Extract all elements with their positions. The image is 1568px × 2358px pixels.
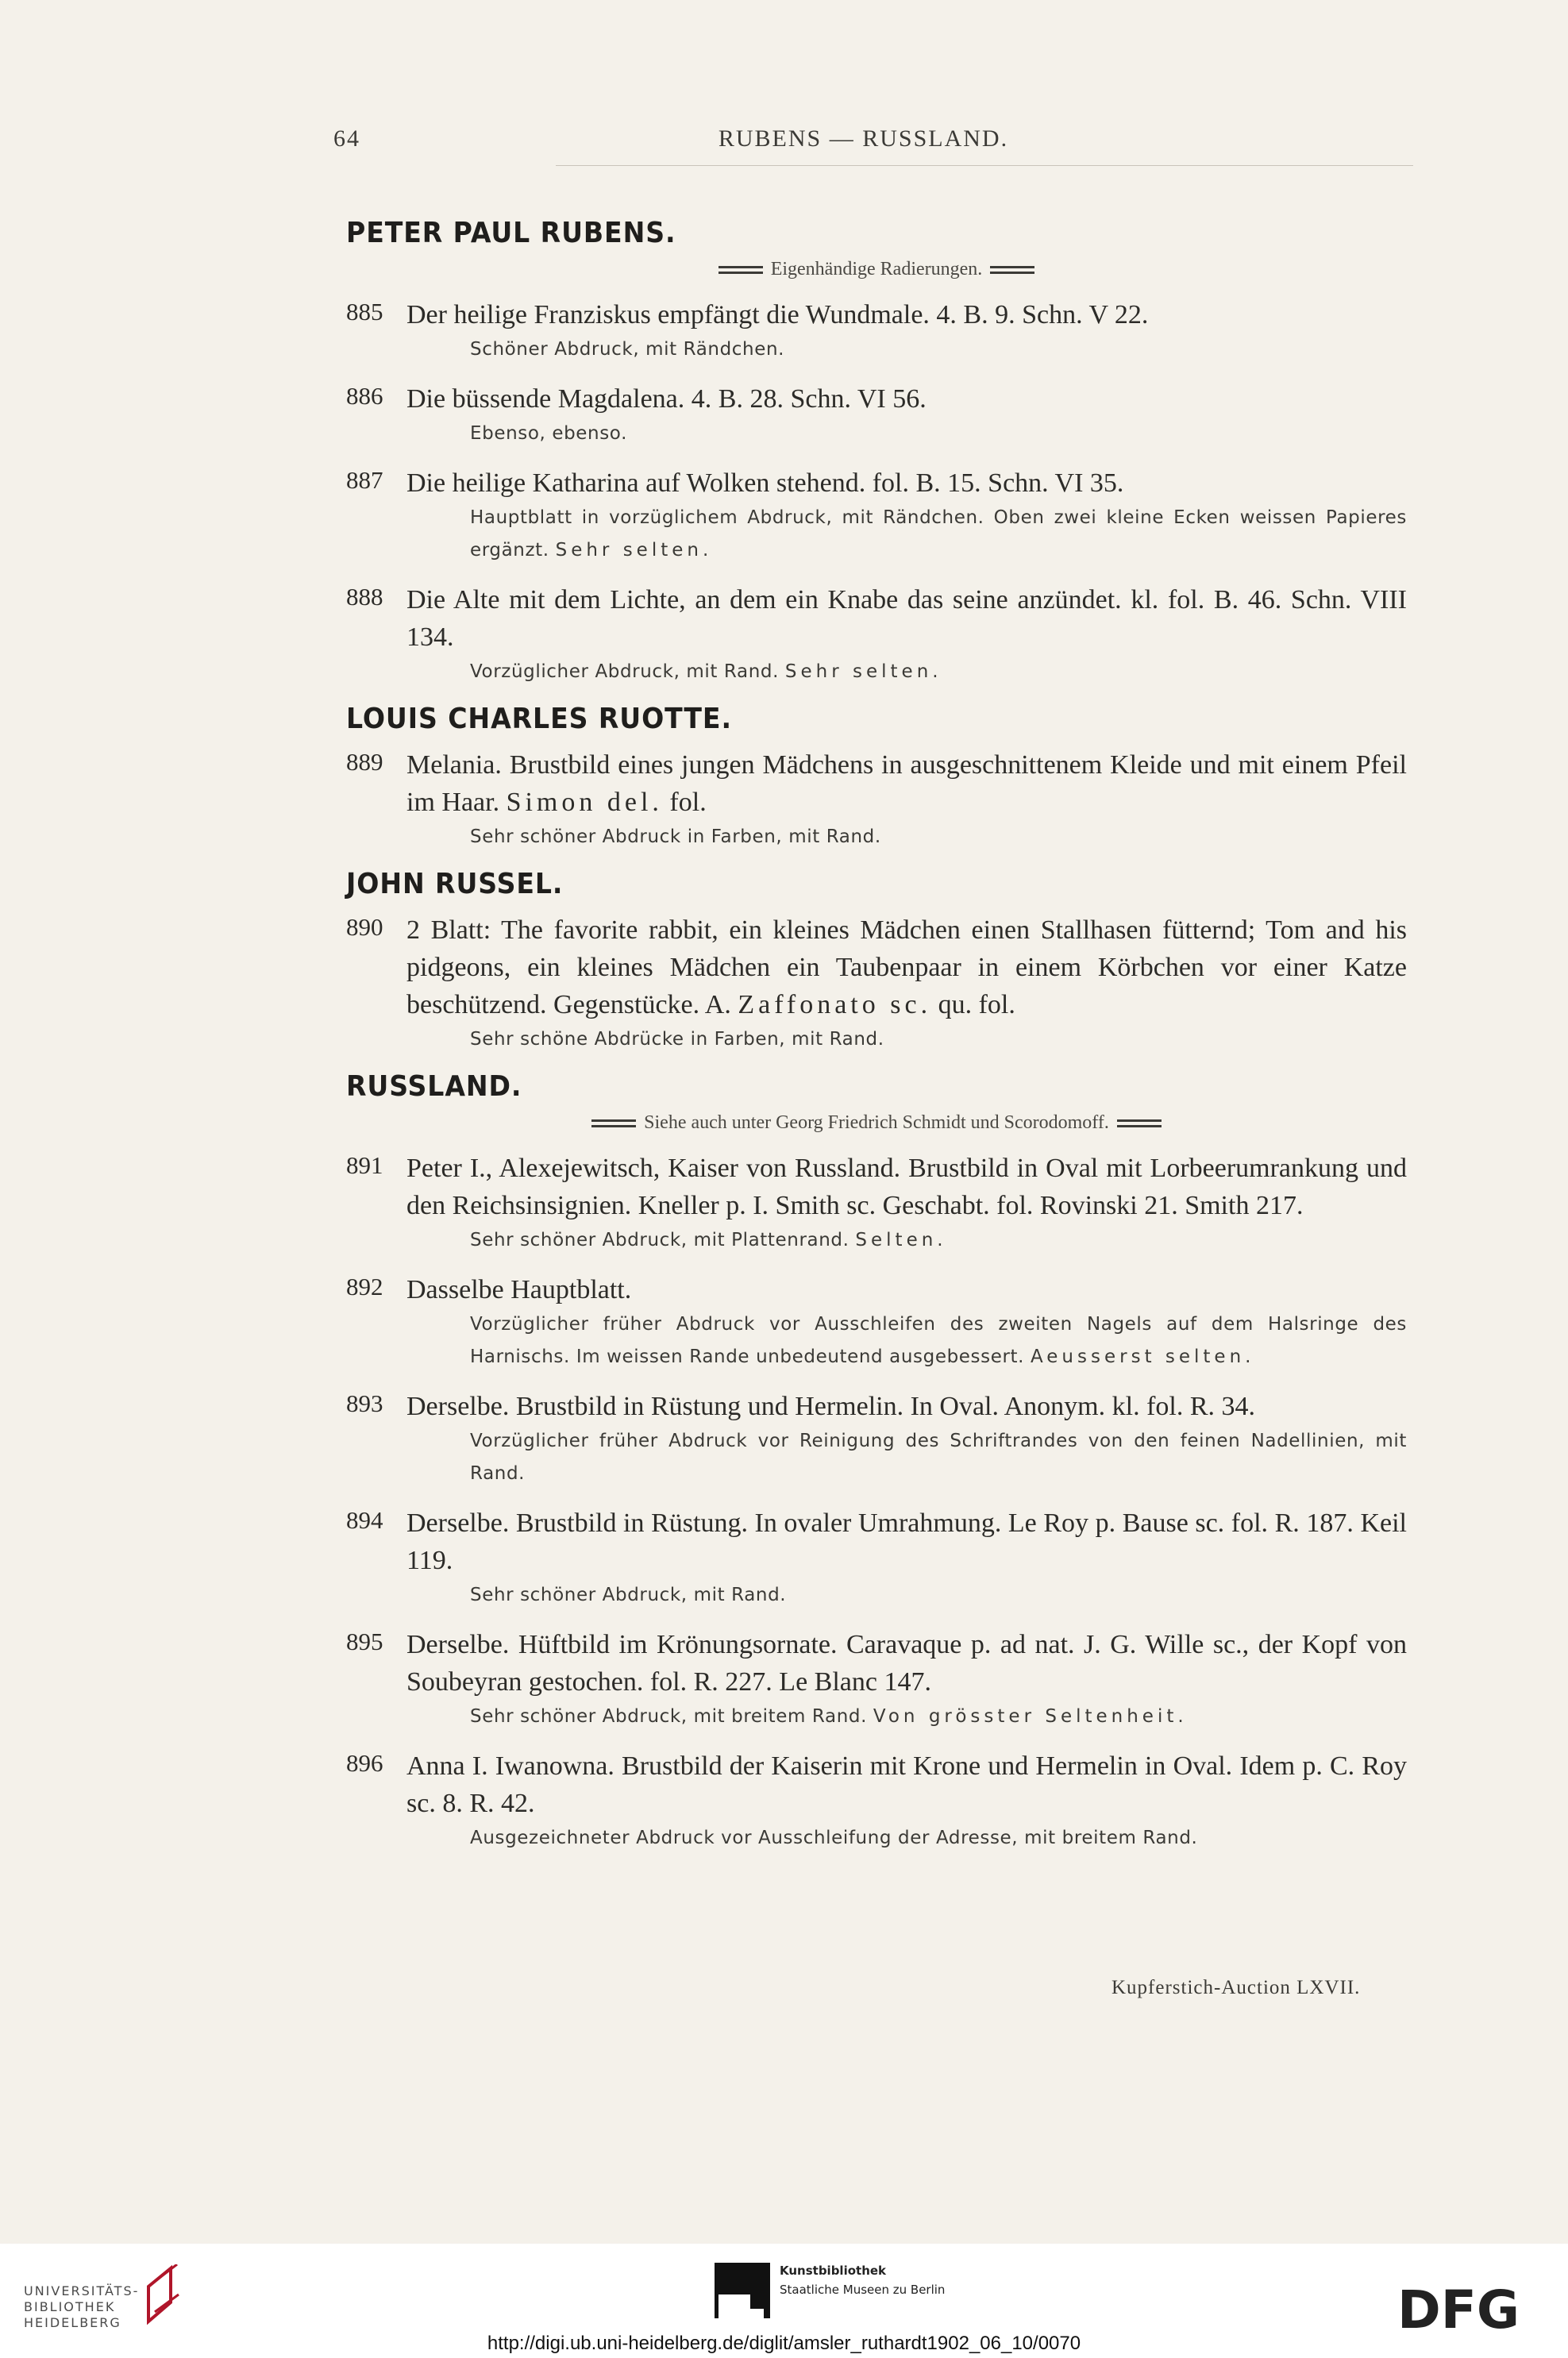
entry-description — [406, 1388, 1407, 1425]
entry-number: 885 — [346, 298, 383, 326]
section-subheading — [346, 259, 1407, 280]
page-number: 64 — [333, 125, 360, 152]
entry-text: Anna I. Iwanowna. Brustbild der Kaiserin mit Krone und Hermelin in Oval. Idem p. C. Roy sc. 8. R. 42. — [406, 1751, 1407, 1818]
double-rule-right — [990, 266, 1034, 274]
entry-description — [406, 1150, 1407, 1224]
subheading-text: Eigenhändige Radierungen. — [770, 259, 983, 279]
permalink-url[interactable]: http://digi.ub.uni-heidelberg.de/diglit/amsler_ruthardt1902_06_10/0070 — [487, 2333, 1081, 2354]
catalogue-entry — [346, 1271, 1407, 1374]
catalogue-entry — [346, 1747, 1407, 1855]
entry-number: 891 — [346, 1151, 383, 1179]
entry-note-text: Hauptblatt in vorzüglichem Abdruck, mit Rändchen. Oben zwei kleine Ecken weissen Papieres ergänzt. — [470, 507, 1407, 561]
entry-text: Dasselbe Hauptblatt. — [406, 1275, 632, 1304]
section-heading: JOHN RUSSEL. — [346, 868, 564, 900]
section-heading: PETER PAUL RUBENS. — [346, 217, 676, 249]
catalogue-entry — [346, 1388, 1407, 1490]
entry-text-spaced: Simon del. — [506, 788, 663, 817]
entry-note-text: Vorzüglicher früher Abdruck vor Ausschleifen des zweiten Nagels auf dem Halsringe des Harnischs. Im weissen Rande unbedeutend ausgebessert. — [470, 1314, 1407, 1367]
catalogue-entry — [346, 464, 1407, 567]
entry-note-spaced: Aeusserst selten. — [1030, 1347, 1255, 1367]
catalogue-entry — [346, 380, 1407, 450]
header-rule — [556, 165, 1413, 166]
entry-note-text: Sehr schöner Abdruck in Farben, mit Rand. — [470, 826, 881, 847]
kunstbibliothek-label[interactable] — [780, 2261, 945, 2299]
entry-text-tail: qu. fol. — [931, 990, 1015, 1019]
entry-text: Melania. Brustbild eines jungen Mädchens in ausgeschnittenem Kleide und mit einem Pfeil im Haar. — [406, 750, 1407, 817]
footer-bar — [0, 2244, 1568, 2358]
catalogue-entry — [346, 581, 1407, 688]
entry-note — [406, 502, 1407, 567]
catalogue-entry — [346, 1150, 1407, 1257]
entry-note — [406, 1579, 1407, 1612]
entry-text: 2 Blatt: The favorite rabbit, ein kleines Mädchen einen Stallhasen fütternd; Tom and his pidgeons, ein kleines Mädchen ein Taubenpaar in einem Körbchen vor einer Katze beschützend. Gegenstücke. A. — [406, 915, 1407, 1019]
entry-note — [406, 1701, 1407, 1733]
running-header — [333, 125, 1393, 164]
entry-note-spaced: Sehr selten. — [555, 540, 713, 561]
entry-text: Peter I., Alexejewitsch, Kaiser von Russland. Brustbild in Oval mit Lorbeerumrankung und den Reichsinsignien. Kneller p. I. Smith sc. Geschabt. fol. Rovinski 21. Smith 217. — [406, 1154, 1407, 1220]
entry-description — [406, 464, 1407, 502]
signature-line: Kupferstich-Auction LXVII. — [1111, 1977, 1361, 1998]
entry-note — [406, 656, 1407, 688]
entry-description — [406, 1626, 1407, 1701]
entry-description — [406, 380, 1407, 418]
section-subheading — [346, 1112, 1407, 1134]
entry-text: Derselbe. Hüftbild im Krönungsornate. Caravaque p. ad nat. J. G. Wille sc., der Kopf von Soubeyran gestochen. fol. R. 227. Le Blanc 147. — [406, 1630, 1407, 1697]
entry-description — [406, 1747, 1407, 1822]
section-heading: RUSSLAND. — [346, 1070, 522, 1103]
entry-text: Der heilige Franziskus empfängt die Wundmale. 4. B. 9. Schn. V 22. — [406, 300, 1149, 329]
entry-text-spaced: Zaffonato sc. — [738, 990, 932, 1019]
entry-text-tail: fol. — [662, 788, 707, 817]
entry-note — [406, 333, 1407, 366]
double-rule-right — [1117, 1119, 1162, 1127]
entry-note — [406, 1308, 1407, 1374]
entry-number: 890 — [346, 913, 383, 941]
entry-note-text: Ausgezeichneter Abdruck vor Ausschleifung der Adresse, mit breitem Rand. — [470, 1828, 1198, 1848]
entry-number: 896 — [346, 1749, 383, 1777]
double-rule-left — [719, 266, 763, 274]
entry-note-text: Sehr schöner Abdruck, mit breitem Rand. — [470, 1706, 867, 1727]
entry-note-text: Vorzüglicher Abdruck, mit Rand. — [470, 661, 779, 682]
uni-line-1: UNIVERSITÄTS- — [24, 2283, 140, 2298]
kunstbibliothek-logo-icon — [715, 2263, 770, 2318]
entry-text: Die heilige Katharina auf Wolken stehend. fol. B. 15. Schn. VI 35. — [406, 468, 1124, 498]
university-logo-icon — [139, 2264, 187, 2328]
catalogue-entry — [346, 746, 1407, 853]
entry-note-spaced: Sehr selten. — [784, 661, 942, 682]
entry-note — [406, 1023, 1407, 1056]
entry-number: 893 — [346, 1389, 383, 1417]
entry-description — [406, 746, 1407, 821]
entry-note-spaced: Selten. — [855, 1230, 947, 1250]
entry-text: Die Alte mit dem Lichte, an dem ein Knabe das seine anzündet. kl. fol. B. 46. Schn. VIII 134. — [406, 585, 1407, 652]
entry-note — [406, 418, 1407, 450]
catalogue-entry — [346, 911, 1407, 1056]
catalogue-entry — [346, 1505, 1407, 1612]
uni-line-2: BIBLIOTHEK — [24, 2299, 116, 2314]
entry-note-text: Schöner Abdruck, mit Rändchen. — [470, 339, 785, 360]
entry-note — [406, 821, 1407, 853]
header-title: RUBENS — RUSSLAND. — [718, 125, 1009, 152]
entry-number: 886 — [346, 382, 383, 410]
kunstbibliothek-subtitle: Staatliche Museen zu Berlin — [780, 2283, 946, 2297]
entry-note-spaced: Von grösster Seltenheit. — [873, 1706, 1188, 1727]
entry-number: 892 — [346, 1273, 383, 1300]
catalogue-content — [346, 202, 1407, 1869]
entry-note-text: Sehr schöne Abdrücke in Farben, mit Rand. — [470, 1029, 884, 1050]
entry-number: 889 — [346, 748, 383, 776]
entry-note — [406, 1425, 1407, 1490]
entry-note — [406, 1224, 1407, 1257]
entry-number: 887 — [346, 466, 383, 494]
entry-text: Derselbe. Brustbild in Rüstung und Hermelin. In Oval. Anonym. kl. fol. R. 34. — [406, 1392, 1256, 1421]
university-library-logo-text[interactable] — [24, 2283, 139, 2331]
subheading-text: Siehe auch unter Georg Friedrich Schmidt und Scorodomoff. — [644, 1112, 1109, 1133]
kunstbibliothek-title: Kunstbibliothek — [780, 2264, 887, 2278]
section-heading: LOUIS CHARLES RUOTTE. — [346, 703, 732, 735]
entry-note — [406, 1822, 1407, 1855]
entry-description — [406, 1271, 1407, 1308]
entry-description — [406, 296, 1407, 333]
catalogue-entry — [346, 1626, 1407, 1733]
entry-note-text: Vorzüglicher früher Abdruck vor Reinigung des Schriftrandes von den feinen Nadellinien, mit Rand. — [470, 1431, 1407, 1484]
double-rule-left — [591, 1119, 636, 1127]
entry-text: Derselbe. Brustbild in Rüstung. In ovaler Umrahmung. Le Roy p. Bause sc. fol. R. 187. Keil 119. — [406, 1508, 1407, 1575]
entry-description — [406, 581, 1407, 656]
entry-note-text: Ebenso, ebenso. — [470, 423, 627, 444]
entry-description — [406, 1505, 1407, 1579]
entry-note-text: Sehr schöner Abdruck, mit Rand. — [470, 1585, 787, 1605]
catalogue-entry — [346, 296, 1407, 366]
entry-number: 888 — [346, 583, 383, 611]
entry-number: 895 — [346, 1628, 383, 1655]
entry-note-text: Sehr schöner Abdruck, mit Plattenrand. — [470, 1230, 849, 1250]
entry-text: Die büssende Magdalena. 4. B. 28. Schn. VI 56. — [406, 384, 927, 414]
dfg-logo-text: DFG — [1397, 2285, 1520, 2333]
entry-description — [406, 911, 1407, 1023]
dfg-logo[interactable] — [1397, 2285, 1548, 2333]
uni-line-3: HEIDELBERG — [24, 2315, 121, 2330]
entry-number: 894 — [346, 1506, 383, 1534]
